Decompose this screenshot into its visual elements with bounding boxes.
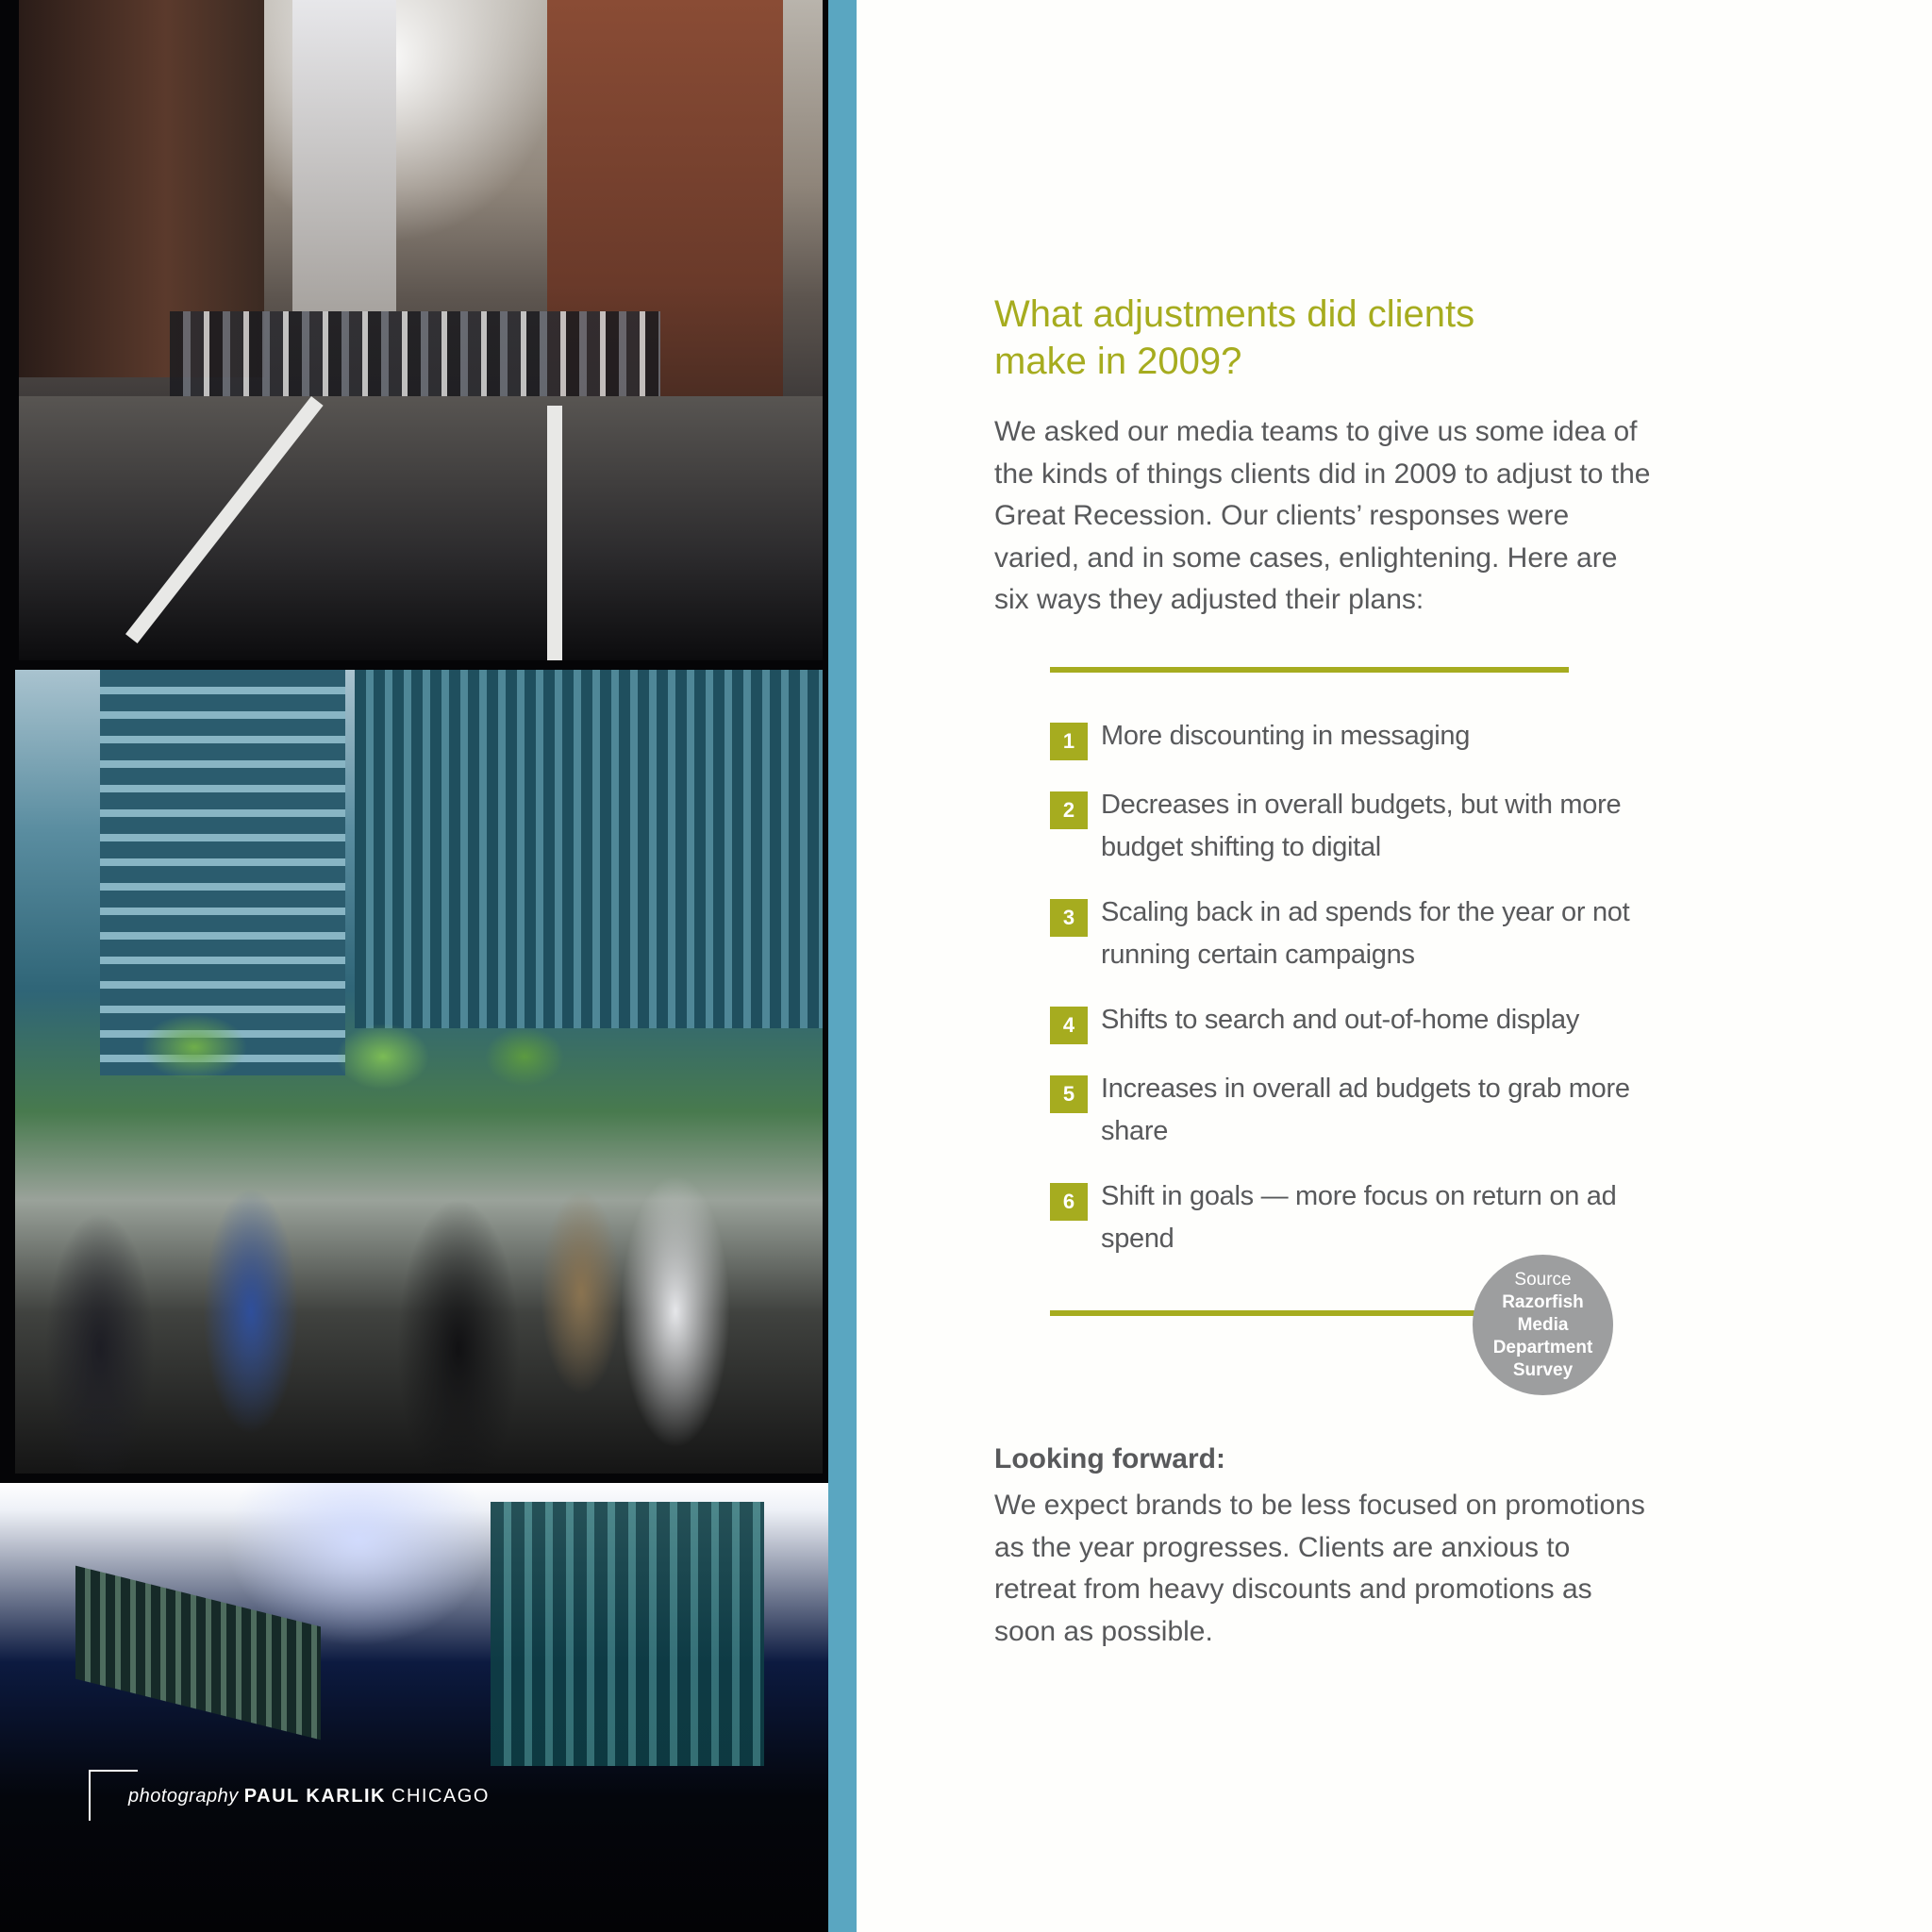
- street-building-center: [292, 0, 396, 311]
- page-title: What adjustments did clients make in 2009?: [994, 293, 1475, 382]
- crowd-photo-building: [355, 670, 823, 1028]
- photo-column: [0, 0, 828, 1932]
- street-photo: [19, 0, 823, 660]
- source-badge: [1473, 1255, 1613, 1395]
- road-lane-line: [547, 406, 562, 660]
- list-item: [1050, 784, 1635, 868]
- intro-paragraph: We asked our media teams to give us some idea of the kinds of things clients did in 2009 to adjust to the Great Recession. Our clients’ responses were varied, and in some cases, enlightening. Here are six ways they adjusted their plans:: [994, 416, 1651, 615]
- list-item-text: More discounting in messaging: [1101, 721, 1471, 751]
- looking-forward-body: We expect brands to be less focused on promotions as the year progresses. Clients are anxious to retreat from heavy discounts and promotions as soon as possible.: [994, 1490, 1645, 1647]
- credit-photographer: PAUL KARLIK: [243, 1786, 386, 1807]
- list-item-text: Increases in overall ad budgets to grab more share: [1101, 1074, 1630, 1146]
- crowd-photo-people: [15, 1066, 823, 1474]
- list-item: [1050, 715, 1635, 760]
- list-number-badge: 3: [1050, 899, 1088, 937]
- street-pedestrians: [170, 311, 660, 396]
- towers-photo: [0, 1483, 828, 1932]
- list-item-text: Scaling back in ad spends for the year or not running certain campaigns: [1101, 897, 1630, 970]
- list-item: [1050, 1068, 1635, 1152]
- list-number-badge: 2: [1050, 791, 1088, 829]
- list-number-badge: 1: [1050, 723, 1088, 760]
- credit-city: CHICAGO: [391, 1786, 490, 1807]
- list-number-badge: 4: [1050, 1007, 1088, 1044]
- crowd-photo: [15, 670, 823, 1474]
- blue-divider-bar: [828, 0, 857, 1932]
- looking-forward-heading: Looking forward:: [994, 1443, 1225, 1474]
- list-number-badge: 6: [1050, 1183, 1088, 1221]
- list-item-text: Shifts to search and out-of-home display: [1101, 1005, 1580, 1035]
- list-item: [1050, 891, 1635, 975]
- source-name: Razorfish Media Department Survey: [1492, 1291, 1593, 1380]
- towers-photo-glass-building: [491, 1502, 764, 1766]
- adjustments-list: [1050, 715, 1635, 1283]
- list-item-text: Shift in goals — more focus on return on ad spend: [1101, 1181, 1617, 1254]
- credit-label: photography: [128, 1786, 239, 1807]
- list-item-text: Decreases in overall budgets, but with more budget shifting to digital: [1101, 790, 1622, 862]
- list-number-badge: 5: [1050, 1075, 1088, 1113]
- photo-credit: [128, 1786, 490, 1807]
- list-item: [1050, 999, 1635, 1044]
- list-item: [1050, 1175, 1635, 1259]
- rule-bottom: [1050, 1310, 1484, 1316]
- rule-top: [1050, 667, 1569, 673]
- source-label: Source: [1514, 1269, 1572, 1290]
